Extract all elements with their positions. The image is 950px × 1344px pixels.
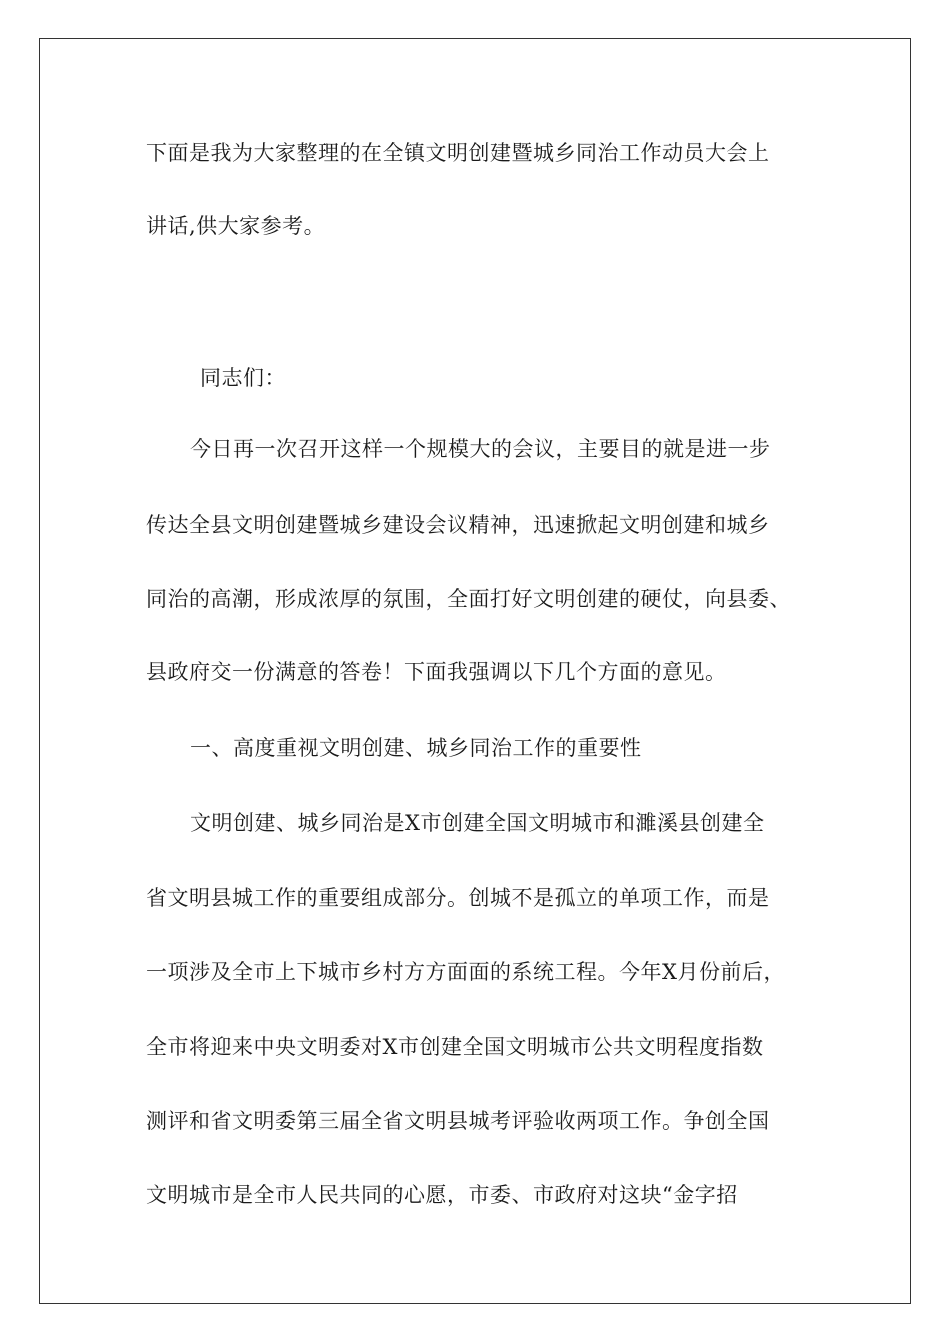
paragraph-2-line-2: 省文明县城工作的重要组成部分。创城不是孤立的单项工作，而是 [146,886,770,910]
paragraph-1-line-2: 传达全县文明创建暨城乡建设会议精神，迅速掀起文明创建和城乡 [146,513,770,537]
paragraph-2-line-3: 一项涉及全市上下城市乡村方方面面的系统工程。今年X月份前后， [146,960,785,984]
paragraph-2-line-1: 文明创建、城乡同治是X市创建全国文明城市和濉溪县创建全 [190,811,765,835]
paragraph-1-line-1: 今日再一次召开这样一个规模大的会议，主要目的就是进一步 [190,437,771,461]
paragraph-2-line-4: 全市将迎来中央文明委对X市创建全国文明城市公共文明程度指数 [146,1035,764,1059]
paragraph-2-line-5: 测评和省文明委第三届全省文明县城考评验收两项工作。争创全国 [146,1109,770,1133]
salutation: 同志们： [200,366,286,390]
intro-line-1: 下面是我为大家整理的在全镇文明创建暨城乡同治工作动员大会上 [146,141,770,165]
paragraph-1-line-3: 同治的高潮，形成浓厚的氛围，全面打好文明创建的硬仗，向县委、 [146,587,791,611]
intro-line-2: 讲话,供大家参考。 [146,214,326,238]
paragraph-1-line-4: 县政府交一份满意的答卷！下面我强调以下几个方面的意见。 [146,660,727,684]
section-heading-1: 一、高度重视文明创建、城乡同治工作的重要性 [190,736,642,760]
paragraph-2-line-6: 文明城市是全市人民共同的心愿，市委、市政府对这块“金字招 [146,1183,738,1207]
